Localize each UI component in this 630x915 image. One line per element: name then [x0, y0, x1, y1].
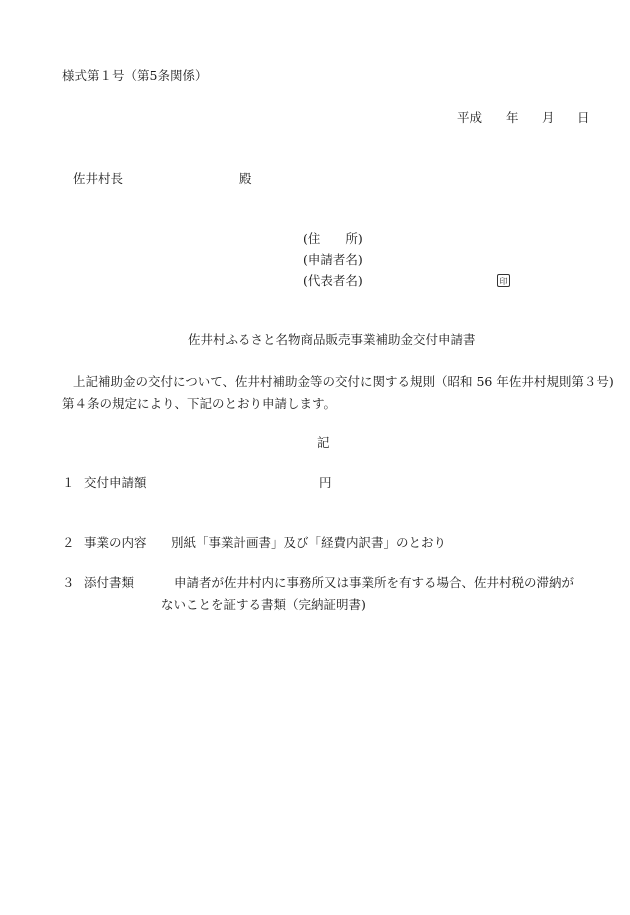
item-label: 添付書類 [84, 575, 135, 590]
item-value-line-2: ないことを証する書類（完納証明書) [161, 597, 366, 612]
date-era: 平成 [457, 110, 483, 125]
date-year-suffix: 年 [506, 110, 519, 125]
applicant-name-label: (申請者名) [303, 252, 363, 267]
addressee-honorific: 殿 [239, 171, 252, 186]
item-label: 交付申請額 [84, 475, 147, 490]
item-value: 別紙「事業計画書」及び「経費内訳書」のとおり [171, 535, 447, 550]
item-value-line-1: 申請者が佐井村内に事務所又は事業所を有する場合、佐井村税の滞納が [174, 575, 575, 590]
intro-line-1: 上記補助金の交付について、佐井村補助金等の交付に関する規則（昭和 56 年佐井村規則第３号) [73, 374, 614, 389]
date-month-suffix: 月 [542, 110, 555, 125]
seal-mark: 印 [497, 274, 510, 287]
addressee-name: 佐井村長 [73, 171, 124, 186]
form-number: 様式第１号（第5条関係） [62, 68, 208, 83]
representative-label: (代表者名) [303, 273, 363, 288]
ki-marker: 記 [317, 435, 330, 450]
form-title: 佐井村ふるさと名物商品販売事業補助金交付申請書 [188, 332, 476, 347]
item-unit: 円 [319, 475, 332, 490]
address-label: (住 所) [303, 231, 363, 246]
date-day-suffix: 日 [577, 110, 590, 125]
intro-line-2: 第４条の規定により、下記のとおり申請します。 [62, 396, 337, 411]
item-label: 事業の内容 [84, 535, 147, 550]
item-number: １ [62, 475, 75, 490]
item-number: ３ [62, 575, 75, 590]
item-number: ２ [62, 535, 75, 550]
